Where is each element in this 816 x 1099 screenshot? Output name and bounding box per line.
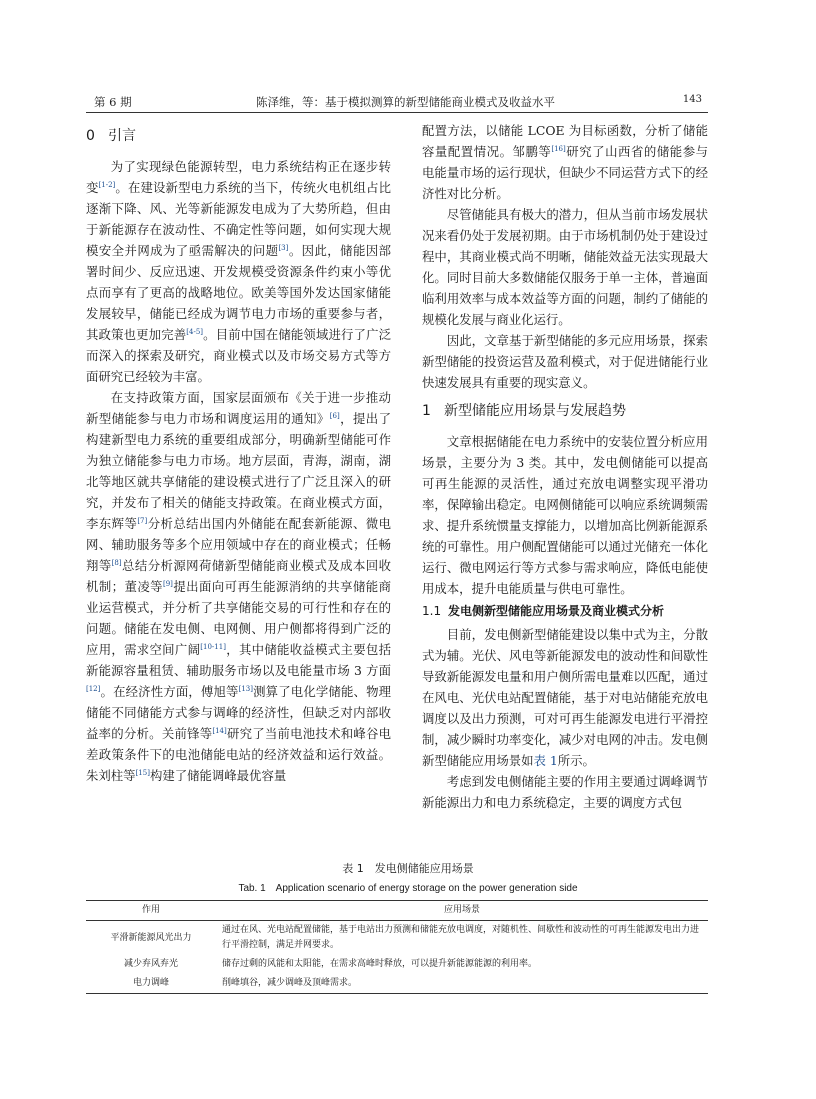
section-title: 引言 xyxy=(108,128,136,144)
table-row xyxy=(86,955,708,974)
citation[interactable]: [10-11] xyxy=(200,642,226,651)
table-cell: 平滑新能源风光出力 xyxy=(110,932,192,943)
page-number: 143 xyxy=(682,94,702,105)
section-title: 新型储能应用场景与发展趋势 xyxy=(444,403,626,419)
table-header-row xyxy=(86,901,708,921)
citation[interactable]: [15] xyxy=(135,768,150,777)
left-column xyxy=(86,120,391,786)
table-cell: 削峰填谷，减少调峰及顶峰需求。 xyxy=(222,978,358,988)
running-title: 陈泽维，等：基于模拟测算的新型储能商业模式及收益水平 xyxy=(256,95,555,109)
table-row xyxy=(86,921,708,956)
table-header-cell: 应用场景 xyxy=(443,905,480,915)
citation[interactable]: [7] xyxy=(137,516,148,525)
subsection-1-1-paragraph-2: 考虑到发电侧储能主要的作用主要通过调峰调节新能源出力和电力系统稳定，主要的调度方式包 xyxy=(422,774,708,810)
citation[interactable]: [6] xyxy=(329,411,340,420)
table-cell: 通过在风、光电站配置储能，基于电站出力预测和储能充放电调度，对随机性、间歇性和波动性的可再生能源发电出力进行平滑控制，满足并网要求。 xyxy=(222,925,700,950)
citation[interactable]: [4-5] xyxy=(186,327,204,336)
section-1-paragraph-1: 文章根据储能在电力系统中的安装位置分析应用场景，主要分为 3 类。其中，发电侧储能可以提高可再生能源的灵活性，通过充放电调整实现平滑功率，保障输出稳定。电网侧储能可以响应系统调频需求、提升系统惯量支撑能力，以增加高比例新能源系统的可靠性。用户侧配置储能可以通过光储充一体化运行、微电网运行等方式参与需求响应，降低电能使用成本，提升电能质量与供电可靠性。 xyxy=(422,434,708,596)
table-header-cell: 作用 xyxy=(141,905,160,915)
table-caption-cn: 表 1 发电侧储能应用场景 xyxy=(342,862,474,875)
table-caption-en: Tab. 1 Application scenario of energy storage on the power generation side xyxy=(238,883,578,894)
section-1-heading xyxy=(422,401,708,419)
citation[interactable]: [16] xyxy=(551,144,566,153)
citation[interactable]: [14] xyxy=(212,726,227,735)
subsection-number: 1.1 xyxy=(422,604,442,618)
citation[interactable]: [3] xyxy=(278,243,289,252)
table-1-link[interactable]: 表 1 xyxy=(533,753,558,768)
intro-paragraph-4: 因此，文章基于新型储能的多元应用场景，探索新型储能的投资运营及盈利模式，对于促进储能行业快速发展具有重要的现实意义。 xyxy=(422,333,708,390)
issue-number: 第 6 期 xyxy=(94,95,132,109)
subsection-title: 发电侧新型储能应用场景及商业模式分析 xyxy=(448,604,665,618)
section-number: 0 xyxy=(86,128,95,144)
intro-paragraph-1: 为了实现绿色能源转型，电力系统结构正在逐步转变[1-2]。在建设新型电力系统的当下，传统火电机组占比逐渐下降、风、光等新能源发电成为了大势所趋，但由于新能源存在波动性、不确定性等问题，如何实现大规模安全并网成为了亟需解决的问题[3]。因此，储能因部署时间少、反应迅速、开发规模受资源条件约束小等优点而享有了更高的战略地位。欧美等国外发达国家储能发展较早，储能已经成为调节电力市场的重要参与者，其政策也更加完善[4-5]。目前中国在储能领域进行了广泛而深入的探索及研究，商业模式以及市场交易方式等方面研究已经较为丰富。 xyxy=(86,159,392,384)
right-column xyxy=(422,120,708,813)
citation[interactable]: [13] xyxy=(238,684,253,693)
table-cell: 储存过剩的风能和太阳能，在需求高峰时释放，可以提升新能源能源的利用率。 xyxy=(222,959,538,969)
table-cell: 电力调峰 xyxy=(132,978,169,988)
intro-paragraph-2: 在支持政策方面，国家层面颁布《关于进一步推动新型储能参与电力市场和调度运用的通知》[6]，提出了构建新型电力系统的重要组成部分，明确新型储能可作为独立储能参与电力市场。地方层面，青海，湖南，湖北等地区就共享储能的建设模式进行了广泛且深入的研究，并发布了相关的储能支持政策。在商业模式方面，李东辉等[7]分析总结出国内外储能在配套新能源、微电网、辅助服务等多个应用领域中存在的商业模式；任畅翔等[8]总结分析源网荷储新型储能商业模式及成本回收机制；董凌等[9]提出面向可再生能源消纳的共享储能商业运营模式，并分析了共享储能交易的可行性和存在的问题。储能在发电侧、电网侧、用户侧都将得到广泛的应用，需求空间广阔[10-11]，其中储能收益模式主要包括新能源容量租赁、辅助服务市场以及电能量市场 3 方面[12]。在经济性方面，傅旭等[13]测算了电化学储能、物理储能不同储能方式参与调峰的经济性，但缺乏对内部收益率的分析。关前锋等[14]研究了当前电池技术和峰谷电差政策条件下的电池储能电站的经济效益和运行效益。朱刘柱等[15]构建了储能调峰最优容量 xyxy=(86,390,392,783)
intro-paragraph-2-continued: 配置方法，以储能 LCOE 为目标函数，分析了储能容量配置情况。邹鹏等[16]研究了山西省的储能参与电能量市场的运行现状，但缺少不同运营方式下的经济性对比分析。 xyxy=(422,123,709,201)
citation[interactable]: [8] xyxy=(111,558,122,567)
citation[interactable]: [12] xyxy=(86,684,101,693)
citation[interactable]: [1-2] xyxy=(98,180,116,189)
table-cell: 减少弃风弃光 xyxy=(123,959,178,969)
table-1 xyxy=(86,900,708,994)
table-row xyxy=(86,974,708,994)
intro-paragraph-3: 尽管储能具有极大的潜力，但从当前市场发展状况来看仍处于发展初期。由于市场机制仍处于建设过程中，其商业模式尚不明晰，储能效益无法实现最大化。同时目前大多数储能仅服务于单一主体，普遍面临利用效率与成本效益等方面的问题，制约了储能的规模化发展与商业化运行。 xyxy=(422,207,708,327)
subsection-1-1-paragraph-1: 目前，发电侧新型储能建设以集中式为主，分散式为辅。光伏、风电等新能源发电的波动性和间歇性导致新能源发电量和用户侧所需电量难以匹配，通过在风电、光伏电站配置储能，基于对电站储能充放电调度以及出力预测，可对可再生能源发电进行平滑控制，减少瞬时功率变化，减少对电网的冲击。发电侧新型储能应用场景如表 1所示。 xyxy=(422,627,708,768)
section-0-heading xyxy=(86,126,391,144)
running-header xyxy=(86,90,708,112)
subsection-1-1-heading xyxy=(422,601,708,622)
header-rule xyxy=(86,112,708,113)
section-number: 1 xyxy=(422,403,431,419)
citation[interactable]: [9] xyxy=(162,579,173,588)
